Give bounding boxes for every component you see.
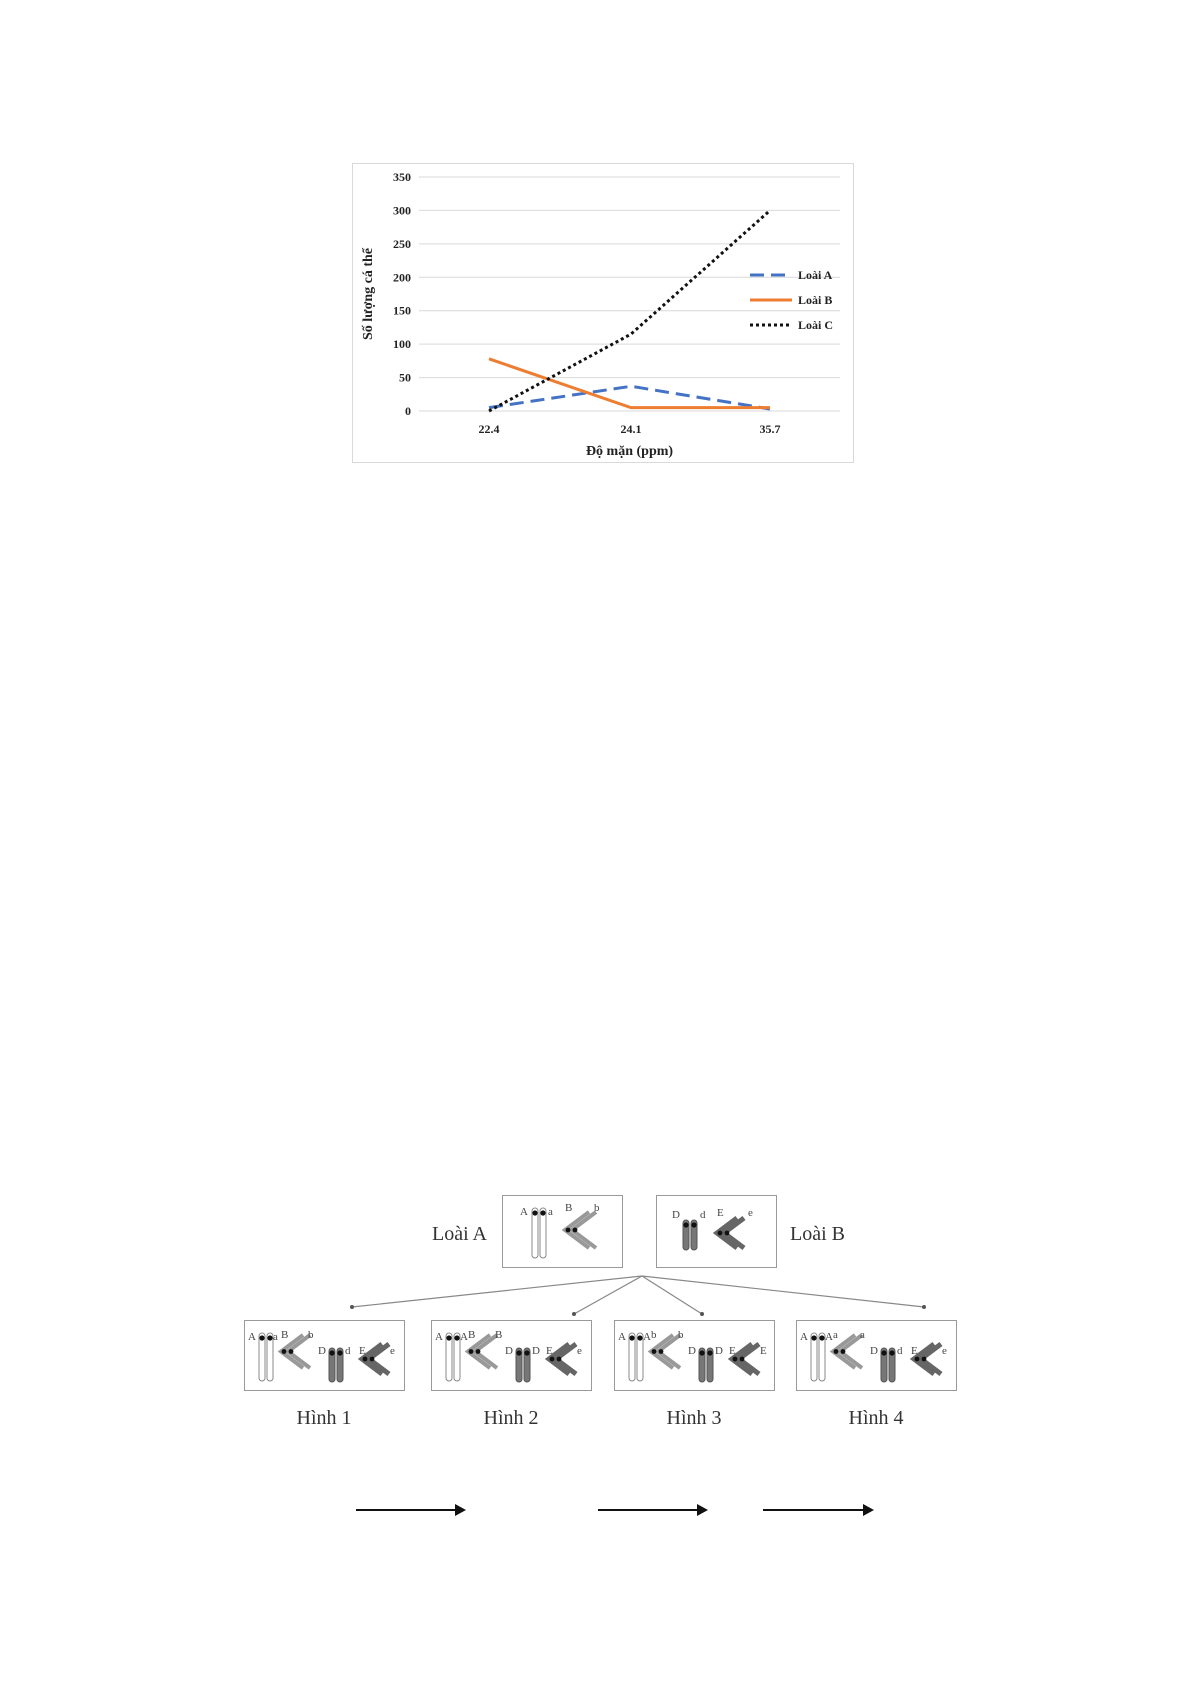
- centromere: [516, 1350, 521, 1355]
- centromere: [811, 1335, 816, 1340]
- gene-label: e: [942, 1345, 947, 1357]
- gene-label: A: [643, 1331, 651, 1343]
- gene-label: E: [546, 1345, 553, 1357]
- gene-label: D: [870, 1345, 878, 1357]
- legend-label: Loài A: [798, 268, 833, 282]
- species-a-label: Loài A: [432, 1223, 487, 1245]
- centromere: [566, 1228, 571, 1233]
- gene-label: b: [651, 1329, 657, 1341]
- y-tick-label: 50: [399, 370, 411, 385]
- gene-label: b: [308, 1329, 314, 1341]
- hybridization-diagram: [0, 1180, 1191, 1440]
- centromere: [834, 1349, 839, 1354]
- gene-label: E: [729, 1345, 736, 1357]
- gene-label: D: [318, 1345, 326, 1357]
- centromere: [476, 1349, 481, 1354]
- figure-1-label: Hình 1: [296, 1407, 352, 1429]
- gene-label: A: [800, 1331, 808, 1343]
- centromere: [637, 1335, 642, 1340]
- centromere: [363, 1357, 368, 1362]
- centromere: [524, 1350, 529, 1355]
- gene-label: D: [505, 1345, 513, 1357]
- figure-1-box: [245, 1321, 405, 1391]
- centromere: [652, 1349, 657, 1354]
- branch-end: [700, 1312, 704, 1316]
- legend-label: Loài C: [798, 318, 834, 332]
- chart-frame: [353, 164, 854, 463]
- gene-label: B: [468, 1329, 476, 1341]
- centromere: [259, 1335, 264, 1340]
- gene-label: e: [748, 1207, 753, 1219]
- centromere: [691, 1222, 696, 1227]
- centromere: [454, 1335, 459, 1340]
- figure-3-box: [615, 1321, 775, 1391]
- species-b-box: [657, 1196, 777, 1268]
- centromere: [289, 1349, 294, 1354]
- y-tick-label: 250: [393, 236, 411, 251]
- centromere: [915, 1357, 920, 1362]
- branch-end: [350, 1305, 354, 1309]
- gene-label: A: [460, 1331, 468, 1343]
- gene-label: d: [345, 1345, 351, 1357]
- figure-2-box: [432, 1321, 592, 1391]
- centromere: [733, 1357, 738, 1362]
- y-tick-label: 200: [393, 270, 411, 285]
- gene-label: a: [548, 1206, 553, 1218]
- centromere: [282, 1349, 287, 1354]
- gene-label: d: [700, 1209, 706, 1221]
- centromere: [540, 1210, 545, 1215]
- figure-3-label: Hình 3: [666, 1407, 722, 1429]
- gene-label: D: [672, 1209, 680, 1221]
- centromere: [557, 1357, 562, 1362]
- y-tick-label: 100: [393, 337, 411, 352]
- centromere: [819, 1335, 824, 1340]
- centromere: [659, 1349, 664, 1354]
- arrow-1: [356, 1504, 466, 1516]
- y-tick-label: 0: [405, 404, 411, 418]
- arrow-3: [763, 1504, 874, 1516]
- gene-label: A: [825, 1331, 833, 1343]
- gene-label: B: [495, 1329, 503, 1341]
- figure-4-box: [797, 1321, 957, 1391]
- gene-label: A: [435, 1331, 443, 1343]
- centromere: [550, 1357, 555, 1362]
- branch-end: [922, 1305, 926, 1309]
- gene-label: E: [359, 1345, 366, 1357]
- gene-label: E: [717, 1207, 724, 1219]
- gene-label: b: [594, 1202, 600, 1214]
- gene-label: B: [281, 1329, 289, 1341]
- centromere: [841, 1349, 846, 1354]
- branch-end: [572, 1312, 576, 1316]
- centromere: [922, 1357, 927, 1362]
- centromere: [629, 1335, 634, 1340]
- legend-label: Loài B: [798, 293, 833, 307]
- centromere: [469, 1349, 474, 1354]
- gene-label: D: [688, 1345, 696, 1357]
- centromere: [718, 1231, 723, 1236]
- branch-line-1: [352, 1276, 642, 1307]
- gene-label: a: [833, 1329, 838, 1341]
- x-tick-label: 35.7: [759, 422, 781, 436]
- salinity-line-chart: [352, 163, 854, 463]
- species-a-box: [503, 1196, 623, 1268]
- centromere: [337, 1350, 342, 1355]
- centromere: [725, 1231, 730, 1236]
- chart-canvas: [352, 163, 854, 463]
- arrow-row: [0, 1490, 1191, 1530]
- x-tick-label: 22.4: [478, 422, 500, 436]
- y-axis-label: Số lượng cá thể: [361, 248, 376, 340]
- gene-label: D: [532, 1345, 540, 1357]
- species-b-label: Loài B: [790, 1223, 845, 1245]
- centromere: [370, 1357, 375, 1362]
- gene-label: B: [565, 1202, 573, 1214]
- centromere: [329, 1350, 334, 1355]
- gene-label: e: [390, 1345, 395, 1357]
- y-tick-label: 350: [393, 170, 411, 184]
- gene-label: b: [678, 1329, 684, 1341]
- gene-label: E: [760, 1345, 767, 1357]
- gene-label: E: [911, 1345, 918, 1357]
- y-tick-label: 300: [393, 203, 411, 218]
- centromere: [532, 1210, 537, 1215]
- gene-label: a: [273, 1331, 278, 1343]
- figure-2-label: Hình 2: [483, 1407, 539, 1429]
- gene-label: A: [520, 1206, 528, 1218]
- gene-label: A: [618, 1331, 626, 1343]
- centromere: [267, 1335, 272, 1340]
- gene-label: D: [715, 1345, 723, 1357]
- centromere: [707, 1350, 712, 1355]
- centromere: [740, 1357, 745, 1362]
- gene-label: A: [248, 1331, 256, 1343]
- x-tick-label: 24.1: [620, 422, 642, 436]
- centromere: [446, 1335, 451, 1340]
- centromere: [889, 1350, 894, 1355]
- gene-label: e: [577, 1345, 582, 1357]
- centromere: [881, 1350, 886, 1355]
- gene-label: d: [897, 1345, 903, 1357]
- centromere: [573, 1228, 578, 1233]
- centromere: [699, 1350, 704, 1355]
- centromere: [683, 1222, 688, 1227]
- gene-label: a: [860, 1329, 865, 1341]
- x-axis-label: Độ mặn (ppm): [585, 444, 674, 459]
- figure-4-label: Hình 4: [848, 1407, 904, 1429]
- y-tick-label: 150: [393, 303, 411, 318]
- arrow-2: [598, 1504, 708, 1516]
